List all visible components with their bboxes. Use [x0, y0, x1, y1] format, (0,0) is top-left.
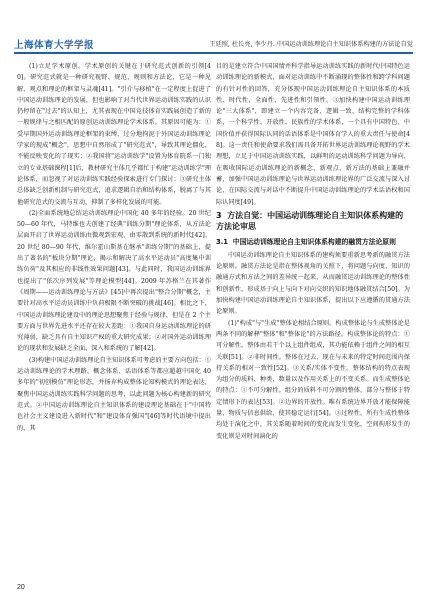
paragraph: (2)全面系统地总结运动训练理论中国化 40 多年的经验。20 世纪 50—60 年代，马特维也夫创建了经典"训练分期"理论体系，从方法论层面开启了世界运动训练由微观到宏观、由零散到系统的新时代[42]。20 世纪 80—90 年代，维尔霍山斯基在继承"训练分期"的基础上，提出了著名的"板块分期"理论，揭示和解决了高水平运动员"高度集中训练负荷"及其相应的非线性效果问题[43]。与此同时，我国运动训练界也提出了"依次序列发展"等理论模型[44]。2009 年苏格兰在其著作《周期——运动训练理论与方法》[45]中再次提出"整合分期"概念，主要针对高水平运动员训练中负荷极限不断突破的挑战[46]。相比之下，中国运动训练理论建设中的理论思想聚焦于经验与规律，但是在 2 个主要方面与世界先进水平还存在较大差距：①我国自身运动训练理论的研究薄弱，缺乏具有自主知识产权的重大研究成果；②对国外运动训练理论的现状和发展缺乏全面、深入和系统的了解[42]。: [17, 209, 211, 353]
paragraph: (1)"构成"与"生成"整体论相结合原则。构成整体论与生成整体论是两条不同的解释"整体"和"整体论"的方法路径。构成整体论的特点：①可分解性。整体由若干个以上组件组成，其功能依赖于组件之间的相互关联[51]。②非时间性。整体在过去、现在与未来的特定时间范围内保持关系的相对一致性[52]。③关系/实体不变性。整体结构的特点表现为组分的质料、种类、数量以及作用关系上的不变关系。而生成整体论的特点：①不可分解性。组分的质料不可分割的整体，部分与整体于特定情形下的表达[53]。②边界的开放性。唯有系统边界开放才能保障能量、物质与信息供给，使其稳定运行[54]。③过程性。所有生成性整体均处于演化之中，其关系随着时间的变化而发生变化，空间拘形发生的变化则是对时间演化的: [216, 319, 410, 440]
running-title: 王廷照, 杜长亮, 李少丹. 中国运动训练理论自主知识体系构建的方法论自觉: [209, 41, 413, 48]
page-header: [14, 36, 413, 54]
journal-logo: 上海体育大学学报: [14, 40, 95, 51]
subsection-number: 3.1: [216, 237, 229, 246]
page-number: 20: [17, 584, 25, 591]
right-column: [216, 61, 410, 442]
paragraph: (1)立足学术原创。学术原创的关键在于研究范式创新的引领[40]。研究范式就是一种研究视野、规范、规则和方法论，它是一种见解、观点和理论的框架与灵魂[41]。"引介与移植"在一定程度上促进了中国运动训练理论的发展，但也影响了对当代世界运动训练实践的认识仍停留在"过去"的认知上，尤其表现在中国竞技体育实践展创造了新的一般规律与之相匹配的原创运动训练理论学术体系。其原因可能为：①受早期国外运动训练理论框架的束缚，过分地拘泥于外国运动训练理论学家的现成"概念"，思想中自然形成了"研究范式"，导致其理论僵化，不能反映变化的了现实；②我国将"运动训练学"设置为体育院系一门独立的专业基础课程[1]后，教材研究主体几乎都忙于构建"运动训练学"理论体系，而忽视了对运动训练实践经验探索进行专门探讨；③研究主体总体缺乏创新机制与研究范式，追求逻辑自治和结构体系，脱离了与其他研究范式的交流与互动，抑制了多样化发展的可能。: [17, 63, 211, 206]
subsection-heading: [216, 237, 410, 248]
paragraph: 中国运动训练理论自主知识体系的建构须要重新思考新的融贯方法论原则。融贯方法论是指在整体视角的关照下，将问题与向度、知识的融通方式和方法之间的差异统一起来，从而融贯运动训练理论的整体性和创新性，形成基于向上与向下对向交织的知识地体融贯结合[50]。为加快构建中国运动训练理论自主知识体系，提出以下应遵循的贯通方法论原则。: [216, 251, 410, 316]
section-heading: [216, 210, 410, 233]
paragraph: 目的是建立符合中国国情并科学指导运动训练实践的新时代中国特色运动训练理论的新模式，面对运动训练中不断涌现的整体性和跨学科问题的有针对性的回答，充分体现中国运动训练理论自主知识体系的本质性、时代性、全面性、先进性和引领性。③加快构建中国运动训练理论"三大体系"，即建立一个内容完备、逻辑一致、结构完整的学科体系，一个科学性、开放性、民族性的学术体系，一个具有中国特色、中国价值并获得国际认同的话语体系是中国体育学人的重大责任与使命[48]。这一责任和使命要求我们需具备开拓世界运动训练理论视野的学术理想，立足于中国运动训练实践，以鲜明的运动训练科学问题为导向，在吸收国际运动训练理论的新概念、新观点、新方法的基础上兼融并蓄，加强中国运动训练理论与世界运动训练理论界的广泛交流与深入讨论，在国际交流与对话中不断提升中国运动训练理论的学术话语权和国际认同度[49]。: [216, 63, 410, 206]
subsection-title: 中国运动训练理论自主知识体系构建的融贯方法论原则: [232, 237, 396, 246]
section-title: 方法自觉：中国运动训练理论自主知识体系构建的方法论审思: [216, 210, 404, 232]
section-number: 3: [216, 210, 222, 220]
left-column: [17, 61, 211, 434]
paragraph: (3)构建中国运动训练理论自主知识体系可考虑的主要方向包括：①运动训练理论的学术理路、概念体系、话语体系等都应超越中国化 40 多年的"初创模仿"理论形态，并扬弃构成整体论知构模式的理论表达，聚焦中国运动训练实践科学问题的思考，以此问题为核心构建新的研究范式。②中国运动训练理论自主知识体系的建设理论基础在于"中国特色社会主义建设进入新时代"和"建设体育强国"[46]等时代语境中提出的，其: [17, 356, 212, 432]
